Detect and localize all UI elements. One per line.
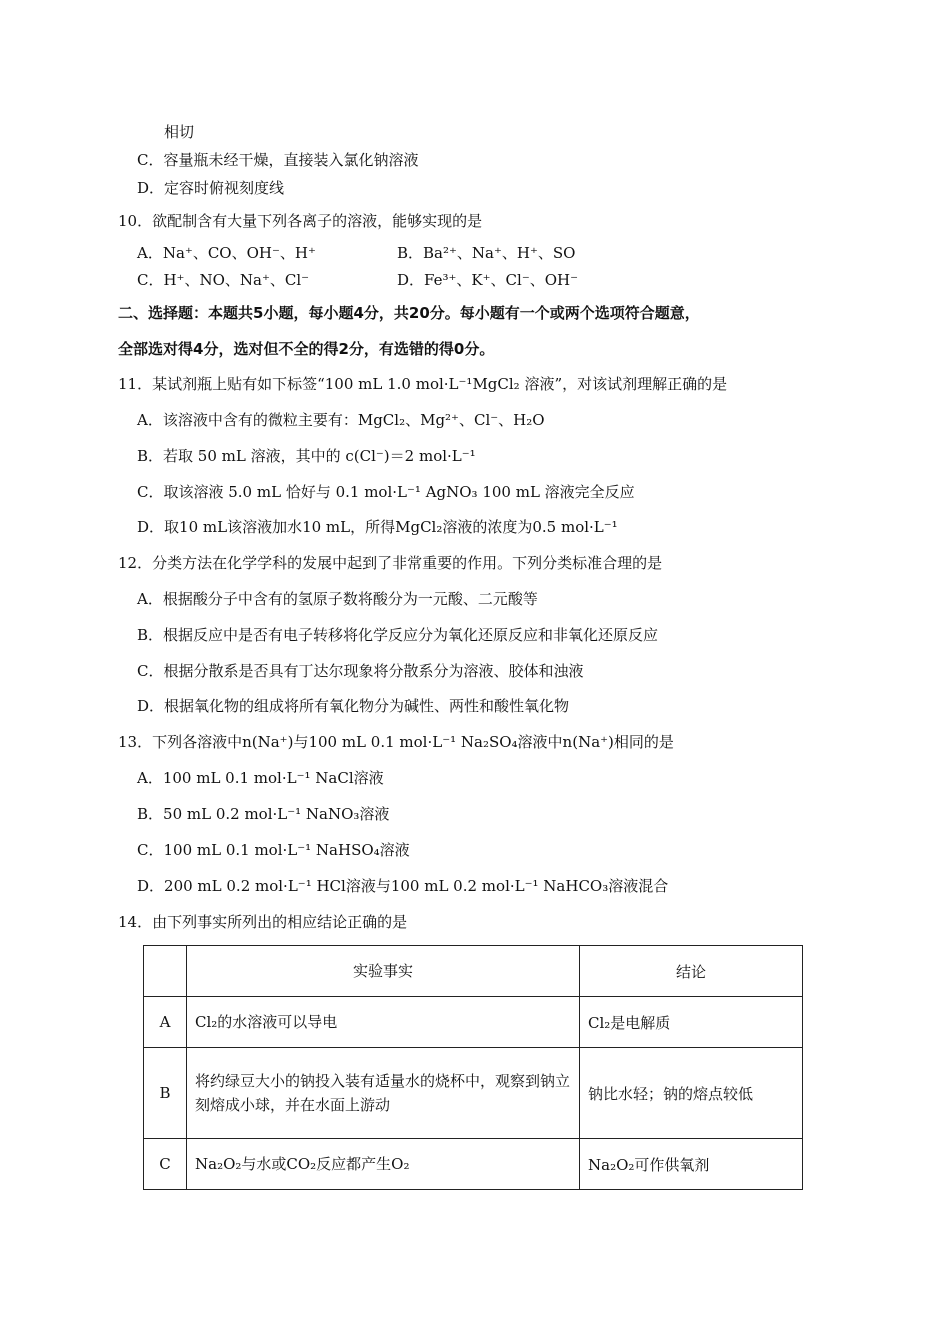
q13-option-b: B．50 mL 0.2 mol·L⁻¹ NaNO₃溶液 xyxy=(137,805,390,823)
row-conclusion: Cl₂是电解质 xyxy=(580,997,803,1048)
q14-stem: 14．由下列事实所列出的相应结论正确的是 xyxy=(118,913,408,931)
table-row xyxy=(144,997,803,1048)
prev-option-continuation: 相切 xyxy=(164,123,195,141)
table-row xyxy=(144,1048,803,1139)
header-conclusion: 结论 xyxy=(580,946,803,997)
row-option-label: B xyxy=(144,1048,187,1139)
table-row xyxy=(144,1139,803,1190)
q12-stem: 12．分类方法在化学学科的发展中起到了非常重要的作用。下列分类标准合理的是 xyxy=(118,554,663,572)
q12-option-a: A．根据酸分子中含有的氢原子数将酸分为一元酸、二元酸等 xyxy=(137,590,538,608)
q13-option-c: C．100 mL 0.1 mol·L⁻¹ NaHSO₄溶液 xyxy=(137,841,410,859)
row-fact: Na₂O₂与水或CO₂反应都产生O₂ xyxy=(187,1139,580,1190)
q13-option-a: A．100 mL 0.1 mol·L⁻¹ NaCl溶液 xyxy=(137,769,384,787)
q10-option-c: C．H⁺、NO、Na⁺、Cl⁻ xyxy=(137,271,310,289)
q13-stem: 13．下列各溶液中n(Na⁺)与100 mL 0.1 mol·L⁻¹ Na₂SO₄溶液中n(Na⁺)相同的是 xyxy=(118,733,674,751)
q11-option-c: C．取该溶液 5.0 mL 恰好与 0.1 mol·L⁻¹ AgNO₃ 100 mL 溶液完全反应 xyxy=(137,483,635,501)
q11-option-d: D．取10 mL该溶液加水10 mL，所得MgCl₂溶液的浓度为0.5 mol·L⁻¹ xyxy=(137,518,618,536)
header-fact: 实验事实 xyxy=(187,946,580,997)
section2-instructions-line1: 二、选择题：本题共5小题，每小题4分，共20分。每小题有一个或两个选项符合题意， xyxy=(118,304,700,322)
q13-option-d: D．200 mL 0.2 mol·L⁻¹ HCl溶液与100 mL 0.2 mol·L⁻¹ NaHCO₃溶液混合 xyxy=(137,877,669,895)
table-header-row xyxy=(144,946,803,997)
q11-stem: 11．某试剂瓶上贴有如下标签“100 mL 1.0 mol·L⁻¹MgCl₂ 溶液”，对该试剂理解正确的是 xyxy=(118,375,728,393)
row-conclusion: Na₂O₂可作供氧剂 xyxy=(580,1139,803,1190)
section2-instructions-line2: 全部选对得4分，选对但不全的得2分，有选错的得0分。 xyxy=(118,340,495,358)
q10-option-a: A．Na⁺、CO、OH⁻、H⁺ xyxy=(137,244,316,262)
q12-option-c: C．根据分散系是否具有丁达尔现象将分散系分为溶液、胶体和浊液 xyxy=(137,662,584,680)
row-fact: 将约绿豆大小的钠投入装有适量水的烧杯中，观察到钠立刻熔成小球，并在水面上游动 xyxy=(187,1048,580,1139)
q14-table xyxy=(143,945,803,1190)
row-option-label: A xyxy=(144,997,187,1048)
prev-option-c: C．容量瓶未经干燥，直接装入氯化钠溶液 xyxy=(137,151,419,169)
q12-option-b: B．根据反应中是否有电子转移将化学反应分为氧化还原反应和非氧化还原反应 xyxy=(137,626,659,644)
row-conclusion: 钠比水轻；钠的熔点较低 xyxy=(580,1048,803,1139)
row-option-label: C xyxy=(144,1139,187,1190)
prev-option-d: D．定容时俯视刻度线 xyxy=(137,179,285,197)
row-fact: Cl₂的水溶液可以导电 xyxy=(187,997,580,1048)
q10-option-b: B．Ba²⁺、Na⁺、H⁺、SO xyxy=(397,244,576,262)
q10-stem: 10．欲配制含有大量下列各离子的溶液，能够实现的是 xyxy=(118,212,483,230)
header-option xyxy=(144,946,187,997)
q12-option-d: D．根据氧化物的组成将所有氧化物分为碱性、两性和酸性氧化物 xyxy=(137,697,570,715)
q11-option-a: A．该溶液中含有的微粒主要有：MgCl₂、Mg²⁺、Cl⁻、H₂O xyxy=(137,411,545,429)
q11-option-b: B．若取 50 mL 溶液，其中的 c(Cl⁻)＝2 mol·L⁻¹ xyxy=(137,447,476,465)
q10-option-d: D．Fe³⁺、K⁺、Cl⁻、OH⁻ xyxy=(397,271,579,289)
